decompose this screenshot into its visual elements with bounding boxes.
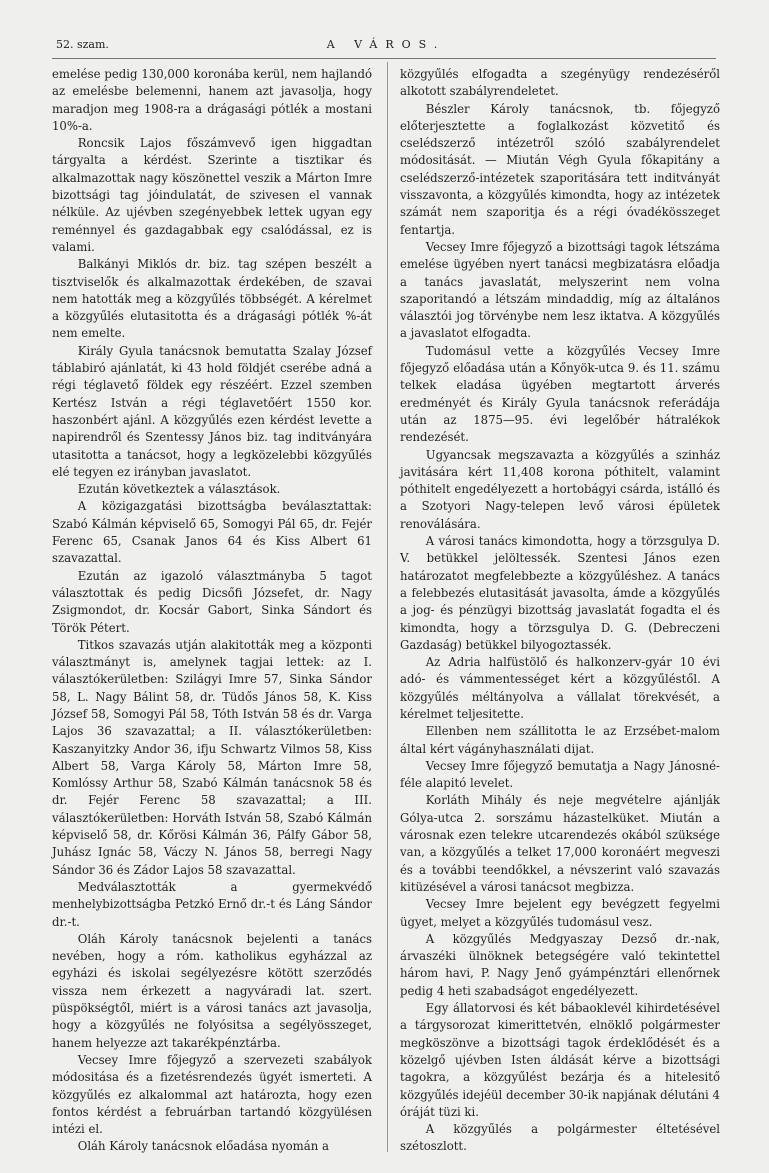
paragraph: Vecsey Imre főjegyző a szervezeti szabályok módositása és a fizetésrendezés ügyét ismerteti. A közgyűlés ez alkalommal azt határozta, hogy ezen fontos kérdést a februárban tartandó közgyülésen intézi el. — [52, 1052, 372, 1137]
paragraph: Titkos szavazás utján alakitották meg a központi választmányt is, amelynek tagjai lettek: az I. választókerületben: Szilágyi Imre 57, Sinka Sándor 58, L. Nagy Bálint 58, dr. Tüdős János 58, K. Kiss József 58, Somogyi Pál 58, Tóth István 58 és dr. Varga Lajos 36 szavazattal; a II. választókerületben: Kaszanyitzky Andor 36, ifju Schwartz Vilmos 58, Kiss Albert 58, Varga Károly 58, Márton Imre 58, Komlóssy Arthur 58, Szabó Kálmán tanácsnok 58 és dr. Fejér Ferenc 58 szavazattal; a III. választókerületben: Horváth István 58, Szabó Kálmán képviselő 58, dr. Kőrösi Kálmán 36, Pálfy Gábor 58, Juhász Ignác 58, Váczy N. János 58, berregi Nagy Sándor 36 és Zádor Lajos 58 szavazattal. — [52, 637, 372, 877]
paragraph: A közgyűlés a polgármester éltetésével szétoszlott. — [400, 1122, 720, 1154]
paragraph: Oláh Károly tanácsnok bejelenti a tanács nevében, hogy a róm. katholikus egyházzal az egyházi és iskolai segélyezésre kötött szerződés vissza nem érkezett a nagyváradi lat. szert. püspökségtől, miért is a városi tanács azt javasolja, hogy a közgyűlés ne folyósitsa a segélyösszeget, hanem helyezze azt takarékpénztárba. — [52, 931, 372, 1050]
paragraph: emelése pedig 130,000 koronába kerül, nem hajlandó az emelésbe belemenni, hanem azt javasolja, hogy maradjon meg 1908-ra a drágasági pótlék a mostani 10%-a. — [52, 67, 372, 133]
paragraph: Ugyancsak megszavazta a közgyűlés a szinház javitására kért 11,408 korona póthitelt, valamint póthitelt engedélyezett a hortobágyi csárda, istálló és a Szotyori Nagy-telepen levő városi épületek renoválására. — [400, 447, 720, 531]
paragraph: Medválasztották a gyermekvédő menhelybizottságba Petzkó Ernő dr.-t és Láng Sándor dr.-t. — [52, 879, 372, 929]
page-number: 52. szam. — [56, 38, 109, 51]
paragraph: A közgyűlés Medgyaszay Dezső dr.-nak, árvaszéki ülnöknek betegségére való tekintettel három havi, P. Nagy Jenő gyámpénztári ellenőrnek pedig 4 heti szabadságot engedélyezett. — [400, 931, 720, 998]
page-header — [56, 36, 716, 56]
paragraph: Vecsey Imre főjegyző bemutatja a Nagy Jánosné-féle alapitó levelet. — [400, 758, 720, 791]
right-column — [400, 66, 720, 1156]
paragraph: A közigazgatási bizottságba beválasztattak: Szabó Kálmán képviselő 65, Somogyi Pál 65, dr. Fejér Ferenc 65, Csanak Janos 64 és Kiss Albert 61 szavazattal. — [52, 499, 372, 566]
paragraph: Király Gyula tanácsnok bemutatta Szalay József táblabiró ajánlatát, ki 43 hold földjét cserébe adná a régi téglavető földek egy részéért. Ezzel szemben Kertész István a régi téglavetőért 1550 kor. haszonbért ajánl. A közgyűlés ezen kérdést levette a napirendről és Szentessy János biz. tag inditványára utasitotta a tanácsot, hogy a legközelebbi közgyűlés elé tegyen ez irányban javaslatot. — [52, 343, 372, 479]
paragraph: Balkányi Miklós dr. biz. tag szépen beszélt a tisztviselők és alkalmazottak érdekében, de szavai nem hatották meg a közgyűlés többségét. A kérelmet a közgyűlés elutasitotta és a drágasági pótlék %-át nem emelte. — [52, 257, 372, 341]
paragraph: közgyűlés elfogadta a szegényügy rendezéséről alkotott szabályrendeletet. — [400, 67, 720, 99]
running-title: A VÁROS. — [326, 38, 446, 51]
paragraph: Az Adria halfüstölő és halkonzerv-gyár 10 évi adó- és vámmentességet kért a közgyűléstől. A közgyűlés méltányolva a vállalat törekvését, a kérelmet teljesitette. — [400, 655, 720, 721]
paragraph: Roncsik Lajos főszámvevő igen higgadtan tárgyalta a kérdést. Szerinte a tisztikar és alkalmazottak nagy köszönettel veszik a Márton Imre bizottsági tag jóindulatát, de szivesen el vannak nélküle. Az ujévben szegényebbek lettek ugyan egy reménnyel és gazdagabbak egy csalódással, ez is valami. — [52, 136, 372, 254]
column-divider — [387, 62, 388, 1152]
paragraph: Oláh Károly tanácsnok előadása nyomán a — [77, 1139, 329, 1154]
paragraph: Egy állatorvosi és két bábaoklevél kihirdetésével a tárgysorozat kimerittetvén, elnöklő polgármester megköszönve a bizottsági tagok érdeklődését és a közelgő ujévben Isten áldását kérve a bizottsági tagokra, a közgyűlést bezárja és a hitelesitő közgyűlés idejéül december 30-ik napjának délutáni 4 óráját tüzi ki. — [400, 1001, 720, 1119]
paragraph: Korláth Mihály és neje megvételre ajánlják Gólya-utca 2. sorszámu házastelküket. Miután a városnak ezen telekre utcarendezés okából szüksége van, a közgyűlés a telket 17,000 koronáért megveszi és a további teendőkkel, a névszerint való szavazás kitüzésével a városi tanácsot megbizza. — [400, 793, 720, 894]
paragraph: Vecsey Imre főjegyző a bizottsági tagok létszáma emelése ügyében nyert tanácsi megbizatásra előadja a tanács javaslatát, melyszerint nem volna szaporitandó a létszám mindaddig, míg az általános választói jog törvénybe nem lesz iktatva. A közgyűlés a javaslatot elfogadta. — [400, 239, 720, 341]
paragraph: Vecsey Imre bejelent egy bevégzett fegyelmi ügyet, melyet a közgyűlés tudomásul vesz. — [400, 897, 720, 929]
paragraph: Ellenben nem szállitotta le az Erzsébet-malom által kért vágányhasználati dijat. — [400, 724, 720, 756]
paragraph: A városi tanács kimondotta, hogy a törzsgulya D. V. betükkel jelöltessék. Szentesi János ezen határozatot megfelebbezte a közgyűléshez. A tanács a felebbezés elutasitását javasolta, ámde a közgyűlés a jog- és pénzügyi bizottság javaslatát fogadta el és kimondta, hogy a törzsgulya D. G. (Debreczeni Gazdaság) betükkel bilyogoztassék. — [400, 534, 720, 652]
paragraph: Tudomásul vette a közgyűlés Vecsey Imre főjegyző előadása után a Kőnyök-utca 9. és 11. számu telkek eladása ügyében megtartott árverés eredményét és Király Gyula tanácsnok referádája után az 1875—95. évi legelőbér hátralékok rendezését. — [400, 343, 720, 445]
paragraph: Ezután következtek a választások. — [77, 482, 281, 497]
header-rule — [52, 58, 716, 59]
paragraph: Ezután az igazoló választmányba 5 tagot választottak és pedig Dicsőfi Józsefet, dr. Nagy Zsigmondot, dr. Kocsár Gabort, Sinka Sándort és Török Pétert. — [52, 568, 372, 635]
paragraph: Bészler Károly tanácsnok, tb. főjegyző előterjesztette a foglalkozást közvetitő és cselédszerző intézetről szóló szabályrendelet módositását. — Miután Végh Gyula főkapitány a cselédszerző-intézetek szaporitására tett inditványát visszavonta, a közgyűlés kimondta, hogy az intézetek számát nem szaporitja és a régi óvadékösszeget fentartja. — [400, 101, 720, 237]
left-column — [52, 66, 372, 1156]
